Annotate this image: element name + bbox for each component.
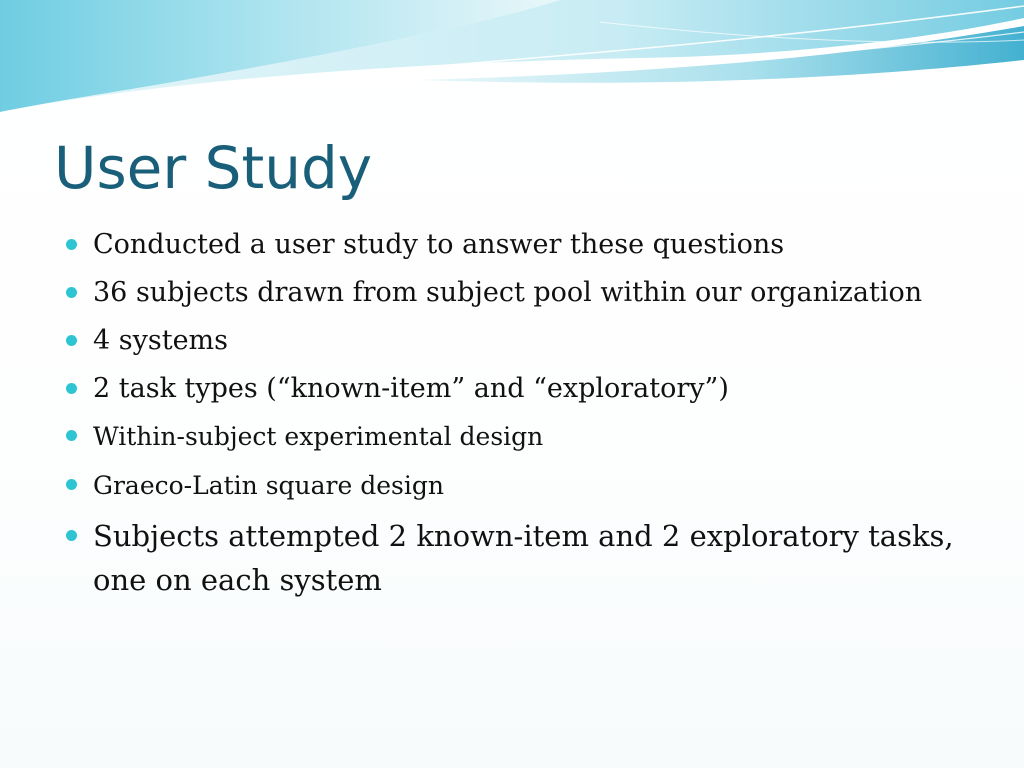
bullet-item	[66, 514, 966, 602]
bullet-dot-icon	[66, 430, 77, 441]
wave-decoration	[0, 0, 1024, 130]
bullet-text: Graeco-Latin square design	[93, 471, 444, 500]
bullet-dot-icon	[66, 239, 77, 250]
bullet-item	[66, 224, 966, 266]
slide-title: User Study	[54, 134, 373, 202]
bullet-dot-icon	[66, 335, 77, 346]
bullet-dot-icon	[66, 479, 77, 490]
bullet-item	[66, 368, 966, 410]
bullet-item	[66, 465, 966, 506]
bullet-text: Within-subject experimental design	[93, 422, 544, 451]
bullet-text: Conducted a user study to answer these questions	[93, 229, 785, 260]
bullet-item	[66, 416, 966, 457]
bullet-text: 2 task types (“known-item” and “exploratory”)	[93, 373, 729, 404]
bullet-text: 36 subjects drawn from subject pool within our organization	[93, 277, 923, 308]
bullet-dot-icon	[66, 530, 77, 541]
bullet-dot-icon	[66, 287, 77, 298]
bullet-text: 4 systems	[93, 325, 229, 356]
bullet-dot-icon	[66, 383, 77, 394]
bullet-item	[66, 320, 966, 362]
bullet-item	[66, 272, 966, 314]
bullet-list	[66, 224, 966, 611]
bullet-text: Subjects attempted 2 known-item and 2 exploratory tasks, one on each system	[93, 519, 954, 597]
